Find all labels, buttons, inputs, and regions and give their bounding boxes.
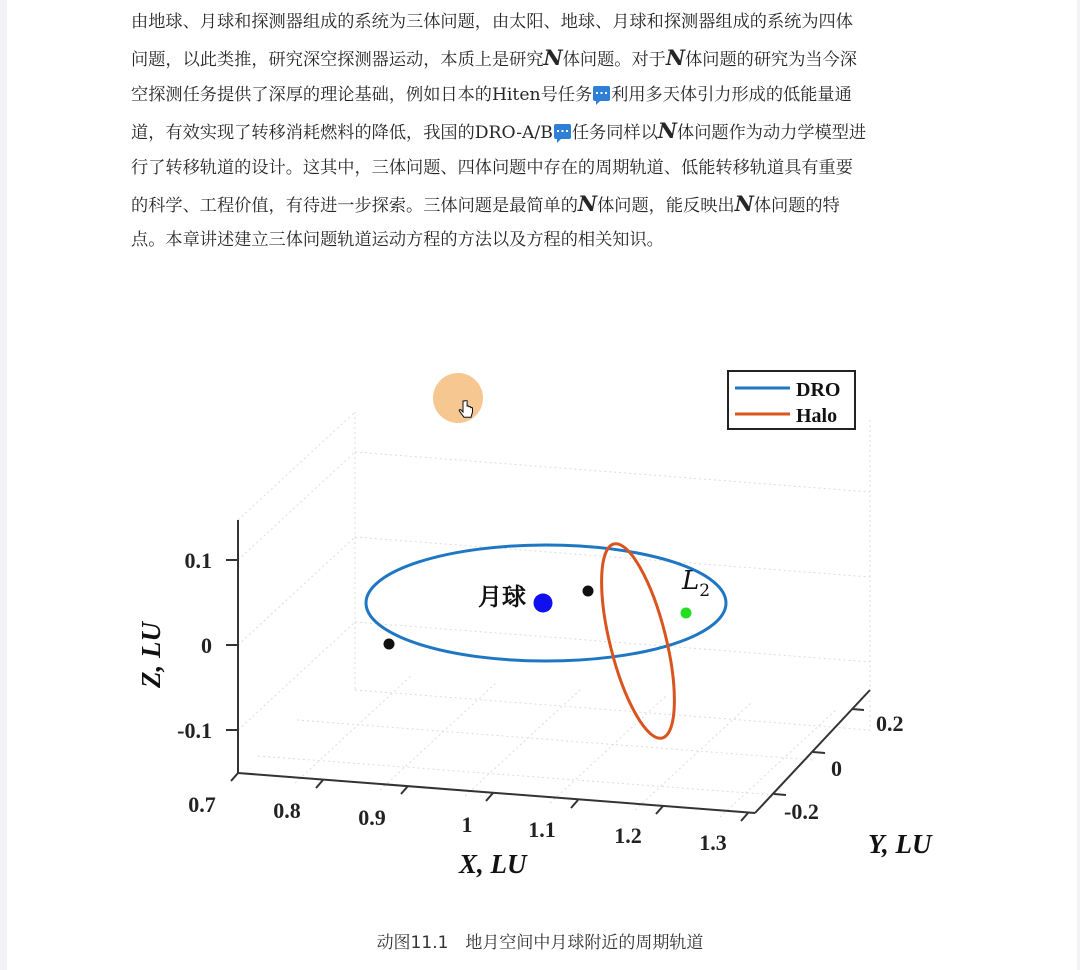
y-axis-label: Y, LU (868, 829, 932, 859)
l2-label: $L_2$ (682, 566, 711, 601)
z-tick-label: -0.1 (177, 718, 212, 743)
x-axis-label: X, LU (459, 849, 527, 879)
math-symbol-n: N (734, 190, 754, 216)
z-tick-labels (177, 548, 212, 743)
text-run: 体问题，能反映出 (597, 195, 735, 216)
moon-point (534, 594, 553, 613)
x-tick-label: 1.1 (528, 817, 556, 842)
l2-point (681, 608, 692, 619)
x-tick-label: 1.2 (614, 823, 642, 848)
text-run: 行了转移轨道的设计。这其中，三体问题、四体问题中存在的周期轨道、低能转移轨道具有重要 (131, 157, 853, 178)
text-run: 体问题的研究为当今深 (685, 50, 857, 71)
x-tick-label: 0.7 (188, 792, 216, 817)
x-tick-labels (188, 792, 727, 855)
math-symbol-n: N (665, 45, 686, 71)
hand-cursor-icon (458, 400, 474, 422)
math-symbol-n: N (577, 190, 598, 216)
x-tick-label: 1.3 (699, 830, 727, 855)
figure-caption: 动图11.1 地月空间中月球附近的周期轨道 (376, 933, 704, 953)
y-tick-label: -0.2 (784, 799, 819, 824)
legend-label-halo: Halo (796, 405, 838, 427)
text-run: 点。本章讲述建立三体问题轨道运动方程的方法以及方程的相关知识。 (131, 230, 664, 251)
text-run: 由地球、月球和探测器组成的系统为三体问题，由太阳、地球、月球和探测器组成的系统为四体 (131, 12, 853, 32)
z-tick-label: 0.1 (184, 548, 212, 573)
text-run: 利用多天体引力形成的低能量通 (611, 84, 852, 105)
halo-marker-point (583, 586, 594, 597)
legend-label-dro: DRO (796, 379, 841, 401)
x-tick-label: 1 (461, 812, 473, 837)
text-run: 道，有效实现了转移消耗燃料的降低，我国的DRO-A/B (131, 123, 553, 144)
halo-orbit (587, 537, 690, 745)
z-axis-label: Z, LU (136, 622, 166, 688)
math-symbol-n: N (657, 118, 677, 144)
text-run: 的科学、工程价值，有待进一步探索。三体问题是最简单的 (131, 195, 578, 216)
dro-marker-point (384, 639, 395, 650)
grid-lines (238, 412, 870, 817)
legend (728, 371, 855, 429)
text-run: 体问题。对于 (562, 50, 666, 71)
axes (238, 520, 870, 813)
x-tick-label: 0.9 (358, 805, 386, 830)
z-tick-label: 0 (201, 633, 212, 658)
text-run: 任务同样以 (571, 123, 658, 144)
text-run: 空探测任务提供了深厚的理论基础，例如日本的Hiten号任务 (131, 84, 593, 105)
moon-label: 月球 (478, 583, 526, 611)
text-run: 体问题作为动力学模型进 (677, 123, 867, 144)
y-tick-label: 0.2 (876, 711, 904, 736)
text-run: 问题，以此类推，研究深空探测器运动，本质上是研究 (131, 50, 544, 71)
y-tick-label: 0 (831, 756, 842, 781)
text-run: 体问题的特 (753, 195, 840, 216)
math-symbol-n: N (543, 45, 563, 71)
x-tick-label: 0.8 (273, 798, 301, 823)
